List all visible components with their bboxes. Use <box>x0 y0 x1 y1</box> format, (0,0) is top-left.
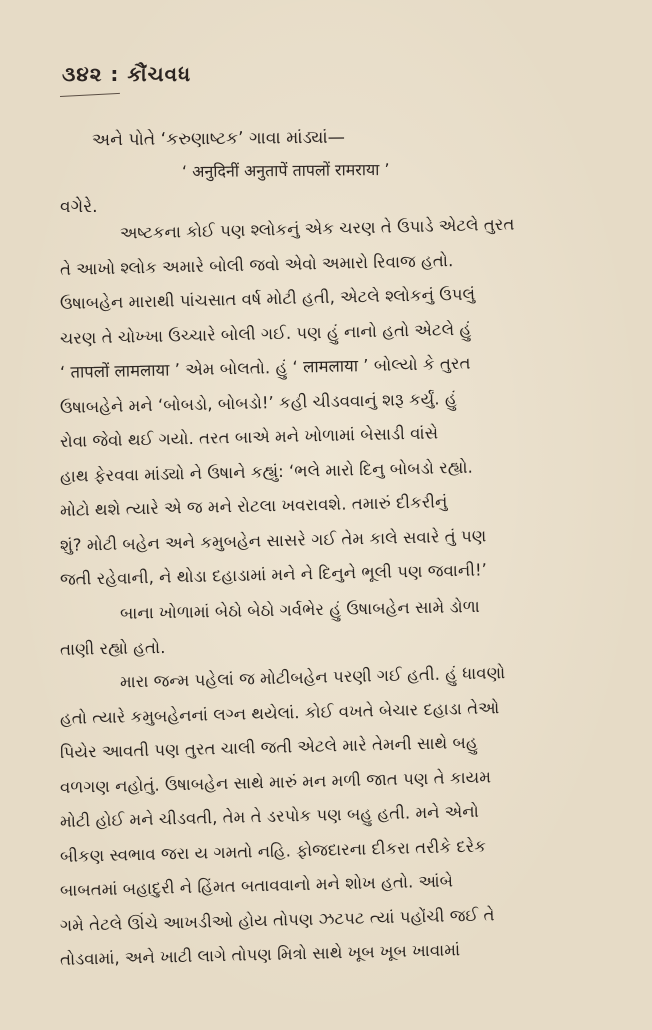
text-line: તોડવામાં, અને ખાટી લાગે તોપણ મિત્રો સાથે ખૂબ ખૂબ ખાવામાં <box>59 940 461 969</box>
header-underline <box>60 93 120 97</box>
text-line: શું? મોટી બહેન અને કમુબહેન સાસરે ગઈ તેમ કાલે સવારે તું પણ <box>59 525 487 555</box>
vagere-word: વગેરે. <box>60 197 98 217</box>
text-line: તે આખો શ્લોક અમારે બોલી જવો એવો અમારો રિવાજ હતો. <box>59 250 454 279</box>
text-line: ઉષાબહેન મારાથી પાંચસાત વર્ષ મોટી હતી, એટલે શ્લોકનું ઉપલું <box>59 284 476 313</box>
text-line: ઉષાબહેને મને ‘બોબડો, બોબડો!’ કહી ચીડવવાનું શરૂ કર્યું. હું <box>59 388 457 417</box>
text-line: બીકણ સ્વભાવ જરા ય ગમતો નહિ. ફોજદારના દીકરા તરીકે દરેક <box>59 836 487 866</box>
text-line: હાથ ફેરવવા માંડ્યો ને ઉષાને કહ્યું: ‘ભલે મારો દિનુ બોબડો રહ્યો. <box>59 457 473 486</box>
text-line: મારા જન્મ પહેલાં જ મોટીબહેન પરણી ગઈ હતી. હું ધાવણો <box>119 663 506 692</box>
hindi-quote-line: ‘ अनुदिनीं अनुतापें तापलों रामराया ’ <box>181 159 390 182</box>
paragraph-3 <box>59 663 620 978</box>
page-header: ૩૪૨ : કૌંચવધ <box>62 62 192 86</box>
text-line: રોવા જેવો થઈ ગયો. તરત બાએ મને ખોળામાં બેસાડી વાંસે <box>59 423 439 451</box>
text-line: મોટી હોઈ મને ચીડવતી, તેમ તે ડરપોક પણ બહુ હતી. મને એનો <box>59 801 480 831</box>
text-line: વળગણ નહોતું. ઉષાબહેન સાથે મારું મન મળી જાત પણ તે કાયમ <box>59 766 492 797</box>
text-line: જતી રહેવાની, ને થોડા દહાડામાં મને ને દિનુને ભૂલી પણ જવાની!’ <box>59 560 488 589</box>
text-line: હતો ત્યારે કમુબહેનનાં લગ્ન થયેલાં. કોઈ વખતે બેચાર દહાડા તેઓ <box>59 697 500 728</box>
text-line: અષ્ટકના કોઈ પણ શ્લોકનું એક ચરણ તે ઉપાડે એટલે તુરત <box>119 214 515 243</box>
text-line: ‘ तापलों लामलाया ’ એમ બોલતો. હું ‘ लामलाया ’ બોલ્યો કે તુરત <box>59 353 471 382</box>
text-line: બાના ખોળામાં બેઠો બેઠો ગર્વભેર હું ઉષાબહેન સામે ડોળા <box>119 596 480 623</box>
paragraph-1 <box>59 214 620 598</box>
intro-line: અને પોતે ‘કરુણાષ્ટક’ ગાવા માંડ્યાં— <box>91 127 345 151</box>
text-line: મોટો થશે ત્યારે એ જ મને રોટલા ખવરાવશે. તમારું દીકરીનું <box>59 492 448 520</box>
text-line: બાબતમાં બહાદુરી ને હિંમત બતાવવાનો મને શોખ હતો. આંબે <box>59 871 454 900</box>
text-line: ગમે તેટલે ઊંચે આખડીઓ હોય તોપણ ઝટપટ ત્યાં પહોંચી જઈ તે <box>59 904 495 935</box>
text-line: પિયેર આવતી પણ તુરત ચાલી જતી એટલે મારે તેમની સાથે બહુ <box>59 732 478 762</box>
text-line: તાણી રહ્યો હતો. <box>59 637 166 659</box>
text-line: ચરણ તે ચોખ્ખા ઉચ્ચારે બોલી ગઈ. પણ હું નાનો હતો એટલે હું <box>59 319 472 348</box>
